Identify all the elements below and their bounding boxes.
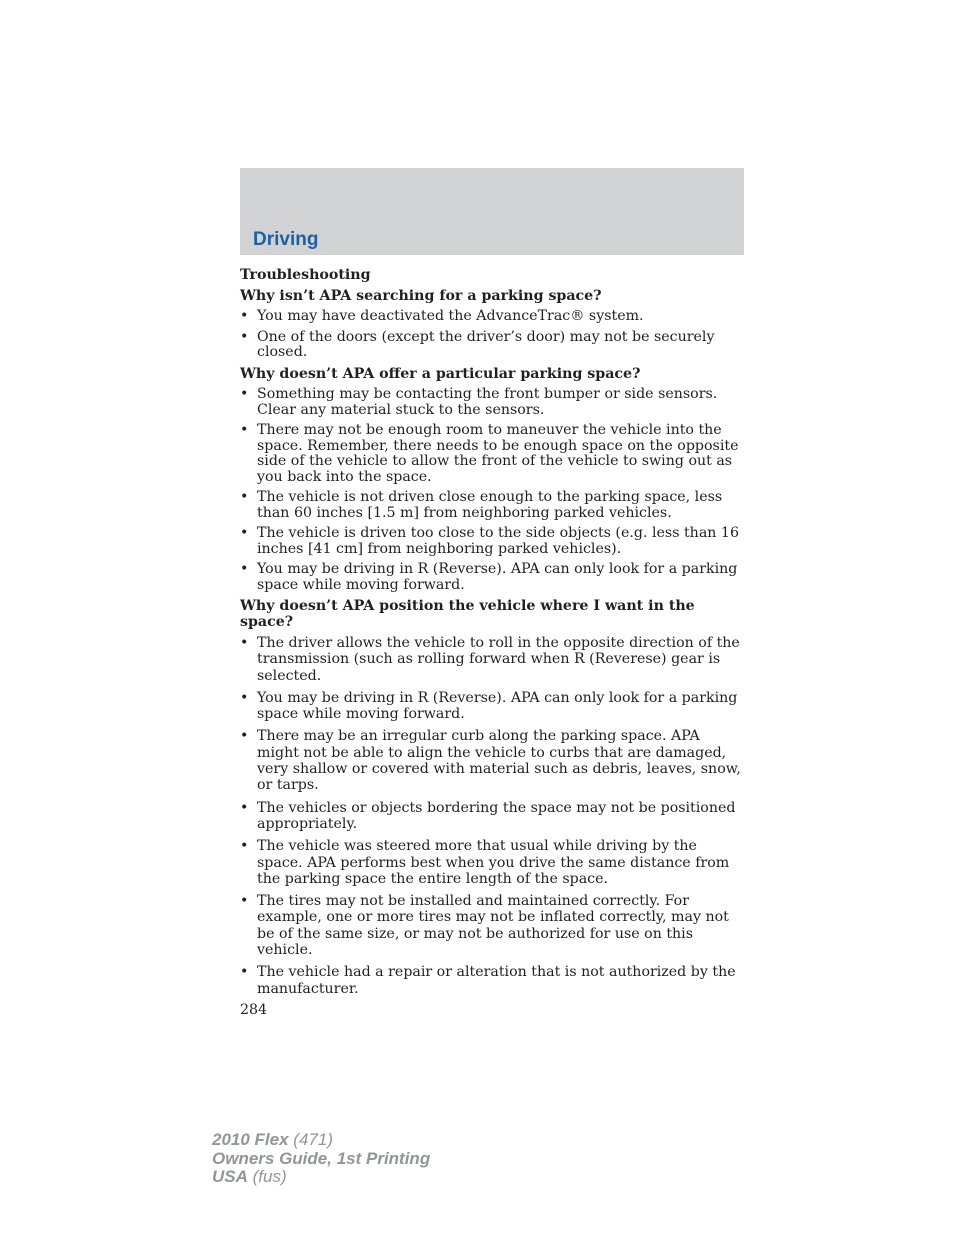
list-item: • You may be driving in R (Reverse). APA can only look for a parking space while moving forward. [240, 689, 738, 723]
bullet-icon: • [240, 635, 249, 651]
bullet-icon: • [240, 689, 249, 706]
list-item: • You may be driving in R (Reverse). APA can only look for a parking space while moving forward. [240, 561, 738, 593]
footer-line-region: USA (fus) [212, 1167, 287, 1186]
list-item: • The tires may not be installed and maintained correctly. For example, one or more tires may not be inflated correctly, may not be of the same size, or may not be authorized for use on this vehicle. [240, 893, 729, 959]
list-item: • There may not be enough room to maneuver the vehicle into the space. Remember, there needs to be enough space on the opposite side of the vehicle to allow the front of the vehicle to swing out as you back into the space. [240, 422, 739, 485]
section-apa-no-space-offer [240, 367, 744, 594]
page-number: 284 [240, 1001, 268, 1018]
list-item: • Something may be contacting the front bumper or side sensors. Clear any material stuck to the sensors. [240, 386, 718, 418]
bullet-icon: • [240, 422, 249, 438]
bullet-icon: • [240, 838, 249, 855]
section-title: Driving [253, 229, 319, 250]
question-heading: Why doesn’t APA offer a particular parking space? [240, 365, 641, 382]
list-item: • The vehicles or objects bordering the space may not be positioned appropriately. [240, 799, 736, 832]
bullet-icon: • [240, 489, 249, 505]
bullet-icon: • [240, 525, 249, 541]
list-item: • The vehicle is not driven close enough to the parking space, less than 60 inches [1.5 m] from neighboring parked vehicles. [240, 489, 723, 521]
bullet-list [240, 635, 744, 997]
footer-line-model: 2010 Flex (471) [212, 1130, 333, 1149]
bullet-list [240, 387, 744, 593]
list-item: • You may have deactivated the AdvanceTrac® system. [240, 308, 644, 324]
question-heading: Why doesn’t APA position the vehicle where I want in the space? [240, 598, 695, 630]
list-item: • The driver allows the vehicle to roll in the opposite direction of the transmission (such as rolling forward when R (Reverese) gear is selected. [240, 635, 740, 684]
bullet-icon: • [240, 308, 249, 324]
print-footer [212, 1131, 430, 1187]
bullet-icon: • [240, 893, 249, 910]
section-apa-position [240, 599, 744, 997]
bullet-icon: • [240, 328, 249, 345]
section-apa-not-searching [240, 289, 744, 361]
list-item: • One of the doors (except the driver’s door) may not be securely closed. [240, 328, 715, 360]
list-item: • The vehicle is driven too close to the side objects (e.g. less than 16 inches [41 cm] from neighboring parked vehicles). [240, 525, 739, 557]
page-content [240, 268, 744, 1018]
bullet-list [240, 309, 744, 361]
list-item: • The vehicle was steered more that usual while driving by the space. APA performs best when you drive the same distance from the parking space the entire length of the space. [240, 838, 730, 887]
bullet-icon: • [240, 561, 249, 577]
list-item: • There may be an irregular curb along the parking space. APA might not be able to align the vehicle to curbs that are damaged, very shallow or covered with material such as debris, leaves, snow, or tarps. [240, 728, 741, 794]
bullet-icon: • [240, 964, 249, 981]
bullet-icon: • [240, 799, 249, 816]
troubleshooting-heading: Troubleshooting [240, 267, 371, 283]
section-header-band [240, 168, 744, 255]
list-item: • The vehicle had a repair or alteration that is not authorized by the manufacturer. [240, 964, 736, 997]
bullet-icon: • [240, 386, 249, 402]
bullet-icon: • [240, 728, 249, 745]
footer-line-guide: Owners Guide, 1st Printing [212, 1148, 431, 1168]
question-heading: Why isn’t APA searching for a parking space? [240, 287, 602, 304]
